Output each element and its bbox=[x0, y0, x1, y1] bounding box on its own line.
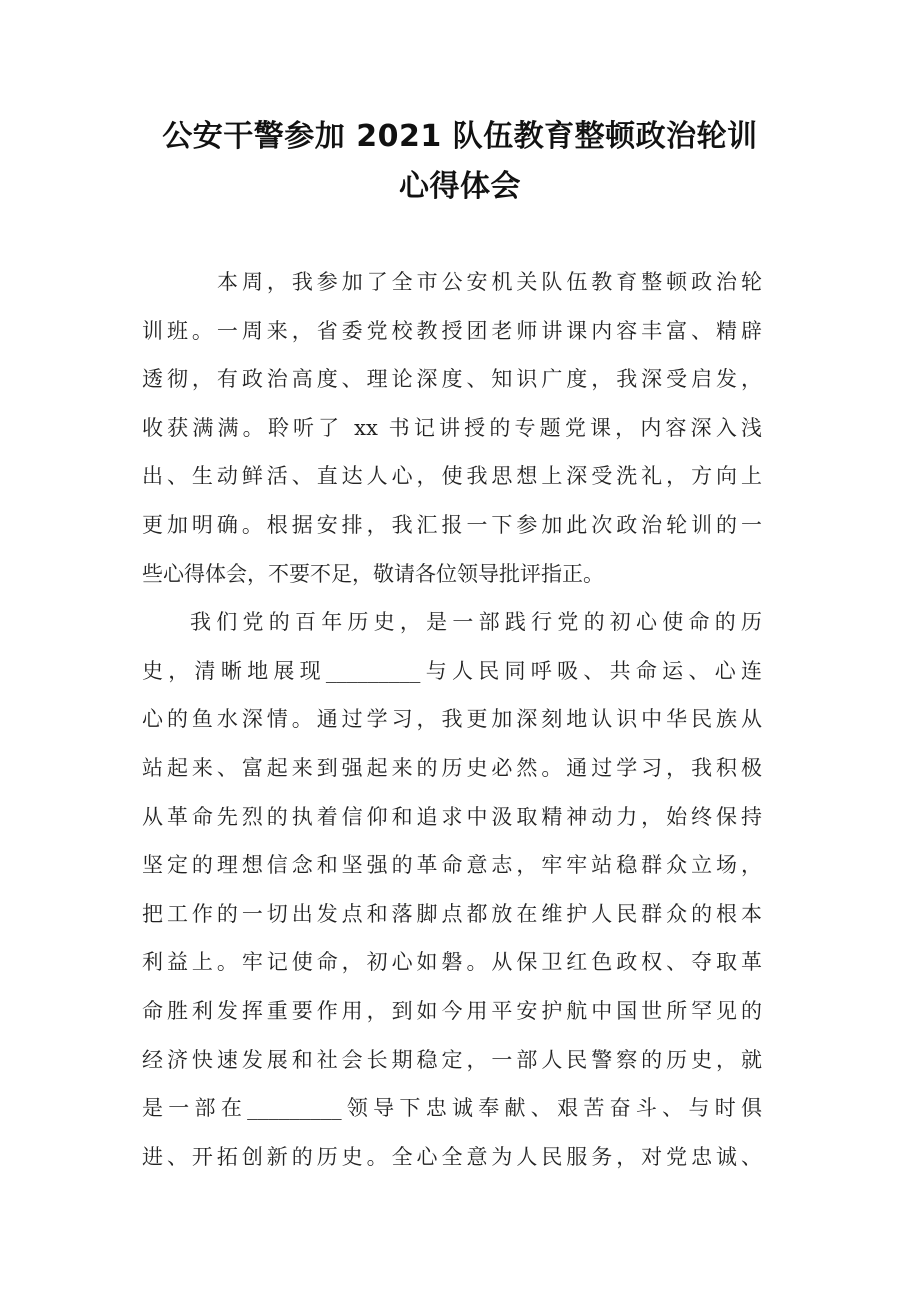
document-body bbox=[142, 258, 762, 1181]
text-line: 是一部在_________领导下忠诚奉献、艰苦奋斗、与时俱 bbox=[142, 1096, 762, 1121]
text-line: 心的鱼水深情。通过学习，我更加深刻地认识中华民族从 bbox=[142, 707, 762, 732]
title-line-1: 公安干警参加 2021 队伍教育整顿政治轮训 bbox=[162, 119, 758, 154]
text-line: 利益上。牢记使命，初心如磐。从保卫红色政权、夺取革 bbox=[142, 950, 762, 975]
text-line: 进、开拓创新的历史。全心全意为人民服务，对党忠诚、 bbox=[142, 1144, 762, 1169]
text-line: 坚定的理想信念和坚强的革命意志，牢牢站稳群众立场， bbox=[142, 853, 762, 878]
paragraph-1 bbox=[142, 258, 762, 598]
text-line: 经济快速发展和社会长期稳定，一部人民警察的历史，就 bbox=[142, 1047, 762, 1072]
text-line: 站起来、富起来到强起来的历史必然。通过学习，我积极 bbox=[142, 755, 762, 780]
text-line: 些心得体会，不要不足，敬请各位领导批评指正。 bbox=[142, 561, 604, 586]
document-title bbox=[120, 112, 800, 212]
text-line: 把工作的一切出发点和落脚点都放在维护人民群众的根本 bbox=[142, 901, 762, 926]
text-line: 从革命先烈的执着信仰和追求中汲取精神动力，始终保持 bbox=[142, 804, 762, 829]
paragraph-2 bbox=[142, 598, 762, 1181]
text-line: 出、生动鲜活、直达人心，使我思想上深受洗礼，方向上 bbox=[142, 464, 762, 489]
text-line: 收获满满。聆听了 xx 书记讲授的专题党课，内容深入浅 bbox=[142, 415, 762, 440]
text-line: 命胜利发挥重要作用，到如今用平安护航中国世所罕见的 bbox=[142, 998, 762, 1023]
text-line: 我们党的百年历史，是一部践行党的初心使命的历 bbox=[190, 610, 762, 635]
title-line-2: 心得体会 bbox=[399, 169, 521, 204]
text-line: 史，清晰地展现_________与人民同呼吸、共命运、心连 bbox=[142, 658, 762, 683]
text-line: 训班。一周来，省委党校教授团老师讲课内容丰富、精辟 bbox=[142, 318, 762, 343]
text-line: 透彻，有政治高度、理论深度、知识广度，我深受启发， bbox=[142, 367, 762, 392]
text-line: 更加明确。根据安排，我汇报一下参加此次政治轮训的一 bbox=[142, 512, 762, 537]
text-line: 本周，我参加了全市公安机关队伍教育整顿政治轮 bbox=[217, 270, 762, 294]
